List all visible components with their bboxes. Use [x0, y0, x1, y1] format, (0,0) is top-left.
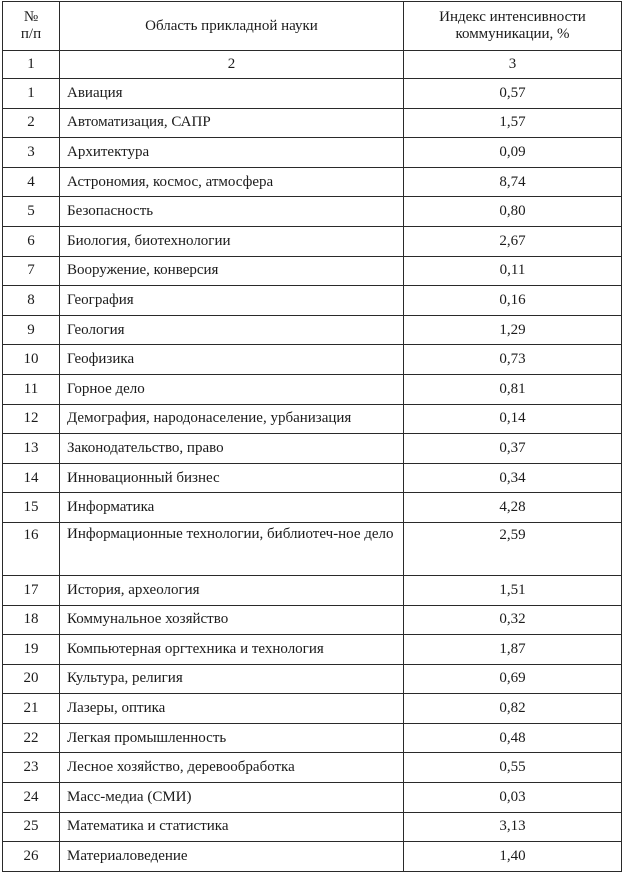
table-row: [3, 664, 622, 694]
row-value: 1,87: [404, 635, 622, 665]
row-value: 2,67: [404, 226, 622, 256]
science-areas-table: [2, 1, 622, 872]
row-area: Лесное хозяйство, деревообработка: [60, 753, 404, 783]
table-row: [3, 575, 622, 605]
row-value: 0,14: [404, 404, 622, 434]
row-value: 0,80: [404, 197, 622, 227]
table-row: [3, 404, 622, 434]
row-number: 9: [3, 315, 60, 345]
row-area: Вооружение, конверсия: [60, 256, 404, 286]
row-number: 15: [3, 493, 60, 523]
header-row: [3, 2, 622, 51]
row-area: Горное дело: [60, 374, 404, 404]
row-area: Автоматизация, САПР: [60, 108, 404, 138]
row-number: 14: [3, 463, 60, 493]
table-row: [3, 694, 622, 724]
row-number: 19: [3, 635, 60, 665]
row-number: 16: [3, 522, 60, 575]
row-area: Астрономия, космос, атмосфера: [60, 167, 404, 197]
row-area: Культура, религия: [60, 664, 404, 694]
table-row: [3, 463, 622, 493]
row-area: Биология, биотехнологии: [60, 226, 404, 256]
row-area: Информационные технологии, библиотеч-ное дело: [60, 522, 404, 575]
row-area: Компьютерная оргтехника и технология: [60, 635, 404, 665]
row-number: 1: [3, 79, 60, 109]
row-value: 0,03: [404, 783, 622, 813]
column-number: 2: [60, 51, 404, 79]
row-area: География: [60, 286, 404, 316]
row-area: Геофизика: [60, 345, 404, 375]
row-number: 8: [3, 286, 60, 316]
row-value: 2,59: [404, 522, 622, 575]
row-number: 5: [3, 197, 60, 227]
column-number-row: [3, 51, 622, 79]
row-number: 20: [3, 664, 60, 694]
row-number: 18: [3, 605, 60, 635]
table-row: [3, 226, 622, 256]
table-row: [3, 635, 622, 665]
row-value: 0,16: [404, 286, 622, 316]
table-row: [3, 197, 622, 227]
table-row: [3, 374, 622, 404]
row-area: Авиация: [60, 79, 404, 109]
table-row: [3, 493, 622, 523]
row-value: 3,13: [404, 812, 622, 842]
row-number: 25: [3, 812, 60, 842]
row-area: Лазеры, оптика: [60, 694, 404, 724]
row-number: 12: [3, 404, 60, 434]
row-value: 1,40: [404, 842, 622, 872]
header-index: Индекс интенсивности коммуникации, %: [404, 2, 622, 51]
row-value: 0,73: [404, 345, 622, 375]
header-area: Область прикладной науки: [60, 2, 404, 51]
row-value: 0,37: [404, 434, 622, 464]
table-row: [3, 783, 622, 813]
row-area: Демография, народонаселение, урбанизация: [60, 404, 404, 434]
row-area: Материаловедение: [60, 842, 404, 872]
row-value: 0,09: [404, 138, 622, 168]
table-row: [3, 256, 622, 286]
row-number: 3: [3, 138, 60, 168]
table-row: [3, 522, 622, 575]
table-row: [3, 605, 622, 635]
row-value: 1,57: [404, 108, 622, 138]
table-row: [3, 167, 622, 197]
row-number: 26: [3, 842, 60, 872]
row-value: 0,81: [404, 374, 622, 404]
row-value: 0,11: [404, 256, 622, 286]
row-value: 8,74: [404, 167, 622, 197]
row-area: Геология: [60, 315, 404, 345]
row-value: 0,48: [404, 723, 622, 753]
row-number: 22: [3, 723, 60, 753]
row-number: 23: [3, 753, 60, 783]
table-row: [3, 108, 622, 138]
row-value: 0,55: [404, 753, 622, 783]
row-number: 7: [3, 256, 60, 286]
row-number: 11: [3, 374, 60, 404]
row-number: 24: [3, 783, 60, 813]
row-area: Математика и статистика: [60, 812, 404, 842]
row-area: История, археология: [60, 575, 404, 605]
row-value: 0,32: [404, 605, 622, 635]
row-area: Масс-медиа (СМИ): [60, 783, 404, 813]
table-row: [3, 286, 622, 316]
row-number: 21: [3, 694, 60, 724]
table-body: [3, 79, 622, 872]
row-area: Законодательство, право: [60, 434, 404, 464]
table-row: [3, 345, 622, 375]
column-number: 1: [3, 51, 60, 79]
table-row: [3, 753, 622, 783]
table-row: [3, 315, 622, 345]
row-number: 10: [3, 345, 60, 375]
row-number: 4: [3, 167, 60, 197]
row-area: Инновационный бизнес: [60, 463, 404, 493]
table-row: [3, 138, 622, 168]
row-area: Информатика: [60, 493, 404, 523]
row-number: 2: [3, 108, 60, 138]
row-value: 1,51: [404, 575, 622, 605]
row-area: Архитектура: [60, 138, 404, 168]
row-area: Безопасность: [60, 197, 404, 227]
table-row: [3, 434, 622, 464]
row-value: 0,69: [404, 664, 622, 694]
row-number: 13: [3, 434, 60, 464]
row-value: 0,34: [404, 463, 622, 493]
column-number: 3: [404, 51, 622, 79]
row-value: 4,28: [404, 493, 622, 523]
row-value: 1,29: [404, 315, 622, 345]
row-area: Легкая промышленность: [60, 723, 404, 753]
table-row: [3, 79, 622, 109]
row-value: 0,82: [404, 694, 622, 724]
row-area: Коммунальное хозяйство: [60, 605, 404, 635]
table-row: [3, 723, 622, 753]
table-row: [3, 842, 622, 872]
row-number: 17: [3, 575, 60, 605]
row-value: 0,57: [404, 79, 622, 109]
header-number: № п/п: [3, 2, 60, 51]
table-row: [3, 812, 622, 842]
row-number: 6: [3, 226, 60, 256]
